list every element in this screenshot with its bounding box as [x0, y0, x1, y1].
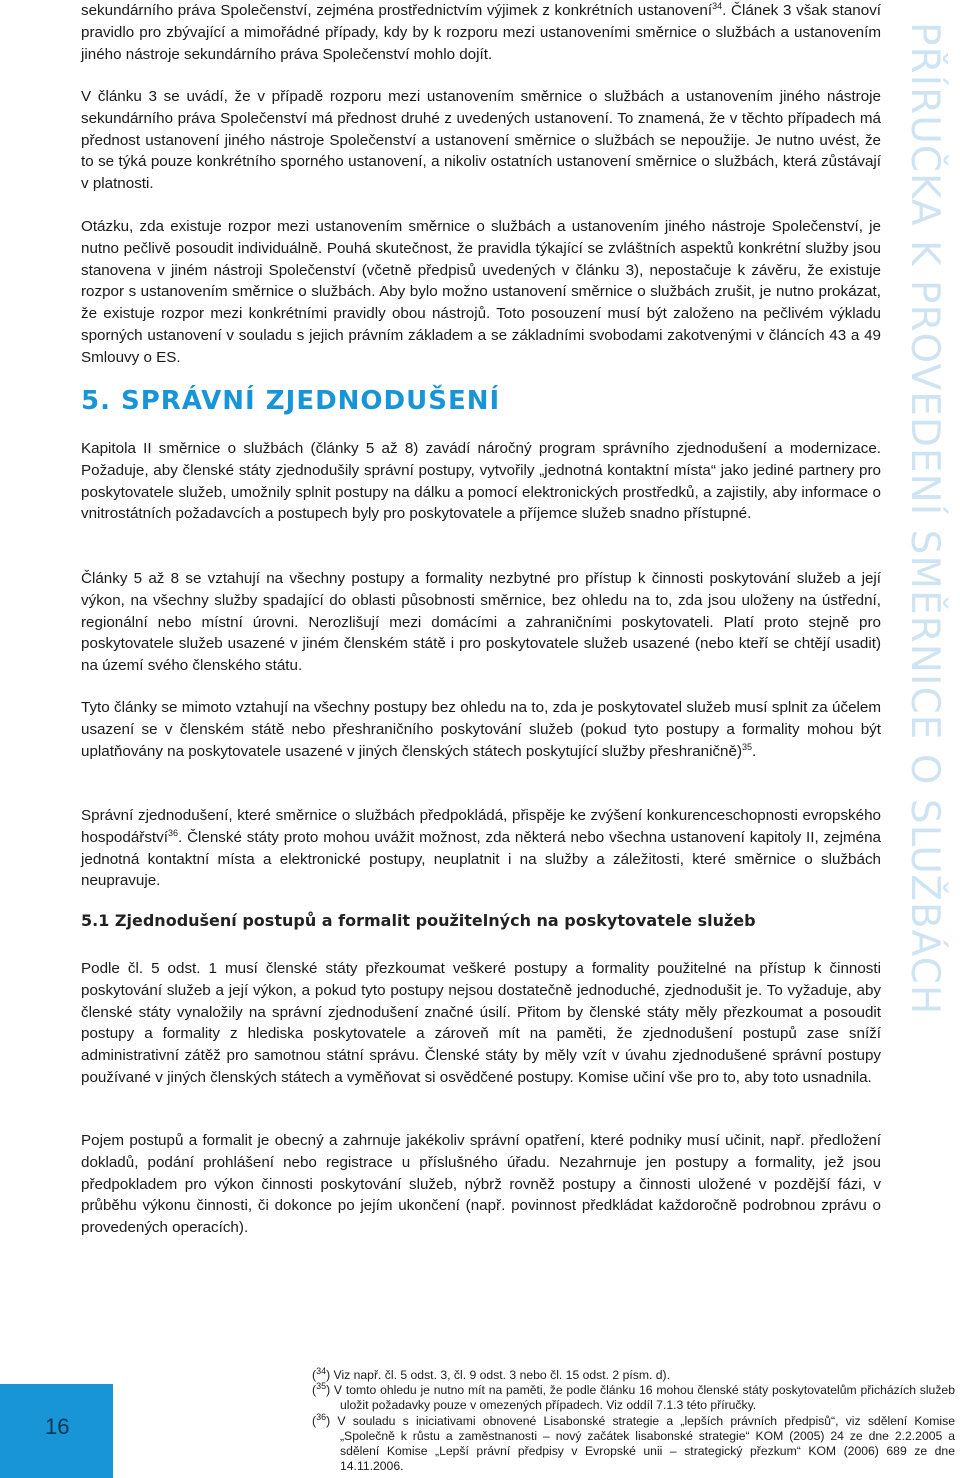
- section-heading-5: 5. SPRÁVNÍ ZJEDNODUŠENÍ: [81, 386, 501, 416]
- footnote: ($^{35}$) V tomto ohledu je nutno mít na paměti, že podle článku 16 mohou členské státy poskytovatelům přicházích služeb uložit požadavky pouze v omezených případech. Viz oddíl 7.1.3 této příručky.: [312, 1381, 955, 1413]
- footnote-ref-35[interactable]: 35: [742, 741, 753, 752]
- page-number-box: [0, 1384, 113, 1478]
- paragraph-continued: sekundárního práva Společenství, zejména prostřednictvím výjimek z konkrétních ustanovení$^{34}$. Článek 3 však stanoví pravidlo pro zbývající a mimořádné případy, kdy by k rozporu mezi ustanoveními směrnice o službách a ustanovením jiného nástroje sekundárního práva Společenství mohlo dojít.: [81, 0, 882, 63]
- paragraph: Správní zjednodušení, které směrnice o službách předpokládá, přispěje ke zvýšení konkurenceschopnosti evropského hospodářství$^{36}$. Členské státy proto mohou uvážit možnost, zda některá nebo všechna ustanovení kapitoly II, zejména jednotná kontaktní místa a elektronické postupy, neuplatnit i na služby a záležitosti, které směrnice o službách neupravuje.: [81, 807, 881, 890]
- footnote: ($^{36}$) V souladu s iniciativami obnovené Lisabonské strategie a „lepších právních předpisů“, viz sdělení Komise „Společně k růstu a zaměstnanosti – nový začátek lisabonské strategie“ KOM (2005) 24 ze dne 2.2.2005 a sdělení Komise „Lepší právní předpisy v Evropské unii – strategický přezkum“ KOM (2006) 689 ze dne 14.11.2006.: [312, 1411, 956, 1474]
- paragraph: V článku 3 se uvádí, že v případě rozporu mezi ustanovením směrnice o službách a ustanovením jiného nástroje sekundárního práva Společenství má přednost druhé z uvedených ustanovení. To znamená, že v těchto případech má přednost ustanovení jiného nástroje Společenství a ustanovení směrnice o službách se nepoužije. Je nutno uvést, že to se týká pouze konkrétního sporného ustanovení, a nikoliv ostatních ustanovení směrnice o službách, která zůstávají v platnosti.: [81, 88, 881, 193]
- paragraph: Pojem postupů a formalit je obecný a zahrnuje jakékoliv správní opatření, které podniky musí učinit, např. předložení dokladů, podání prohlášení nebo registrace u příslušného úřadu. Nezahrnuje jen postupy a formality, jež jsou předpokladem pro výkon činnosti poskytování služeb, nýbrž rovněž postupy a činnosti uložené v pozdější fázi, v průběhu výkonu činnosti, či dokonce po jejím ukončení (např. povinnost předkládat každoročně podrobnou zprávu o provedených operacích).: [81, 1132, 881, 1237]
- paragraph: Tyto články se mimoto vztahují na všechny postupy bez ohledu na to, zda je poskytovatel služeb musí splnit za účelem usazení se v členském státě nebo přeshraničního poskytování služeb (pokud tyto postupy a formality mohou být uplatňovány na poskytovatele usazené v jiných členských státech poskytující služby přeshraničně)$^{35}$.: [81, 699, 881, 760]
- paragraph: Otázku, zda existuje rozpor mezi ustanovením směrnice o službách a ustanovením jiného nástroje Společenství, je nutno pečlivě posoudit individuálně. Pouhá skutečnost, že pravidla týkající se zvláštních aspektů konkrétní služby jsou stanovena v jiném nástroji Společenství (včetně předpisů uvedených v článku 3), nepostačuje k závěru, že existuje rozpor s ustanovením směrnice o službách. Aby bylo možno ustanovení směrnice o službách zrušit, je nutno prokázat, že existuje rozpor mezi konkrétními pravidly obou nástrojů. Toto posouzení musí být založeno na pečlivém výkladu sporných ustanovení v souladu s jejich právním základem a se základními svobodami zakotvenými v článcích 43 a 49 Smlouvy o ES.: [81, 218, 881, 366]
- section-heading-5-1: 5.1 Zjednodušení postupů a formalit použitelných na poskytovatele služeb: [81, 911, 756, 930]
- paragraph: Kapitola II směrnice o službách (články 5 až 8) zavádí náročný program správního zjednodušení a modernizace. Požaduje, aby členské státy zjednodušily správní postupy, vytvořily „jednotná kontaktní místa“ jako jediné partnery pro poskytovatele služeb, umožnily splnit postupy na dálku a pomocí elektronických prostředků, a zajistily, aby informace o vnitrostátních požadavcích a postupech byly pro poskytovatele a příjemce služeb snadno přístupné.: [81, 440, 881, 523]
- side-title-text: PŘÍRUČKA K PROVEDENÍ SMĚRNICE O SLUŽBÁCH: [902, 22, 947, 1016]
- paragraph: Články 5 až 8 se vztahují na všechny postupy a formality nezbytné pro přístup k činnosti poskytování služeb a její výkon, na všechny služby spadající do oblasti působnosti směrnice, bez ohledu na to, zda jsou uloženy na ústřední, regionální nebo místní úrovni. Nerozlišují mezi domácími a zahraničními poskytovateli. Platí proto stejně pro poskytovatele služeb usazené v jiném členském státě i pro poskytovatele služeb usazené (nebo kteří se chtějí usadit) na území svého členského státu.: [81, 570, 881, 675]
- footnote: ($^{34}$) Viz např. čl. 5 odst. 3, čl. 9 odst. 3 nebo čl. 15 odst. 2 písm. d).: [312, 1365, 670, 1382]
- footnote-ref-36[interactable]: 36: [167, 827, 178, 838]
- side-title: [902, 22, 947, 1016]
- page-number: 16: [45, 1414, 70, 1439]
- paragraph: Podle čl. 5 odst. 1 musí členské státy přezkoumat veškeré postupy a formality použitelné na přístup k činnosti poskytování služeb a její výkon, a pokud tyto postupy nejsou dostatečně jednoduché, zjednodušit je. To vyžaduje, aby členské státy vynaložily na správní zjednodušení značné úsilí. Přitom by členské státy měly přezkoumat a posoudit postupy a formality z hlediska poskytovatele a zároveň mít na paměti, že zjednodušení postupů zase sníží administrativní zátěž pro samotnou státní správu. Členské státy by měly vzít v úvahu zjednodušené správní postupy používané v jiných členských státech a vyměňovat si osvědčené postupy. Komise učiní vše pro to, aby toto usnadnila.: [81, 960, 881, 1086]
- footnote-ref-34[interactable]: 34: [712, 0, 723, 11]
- footnotes: [312, 1365, 956, 1474]
